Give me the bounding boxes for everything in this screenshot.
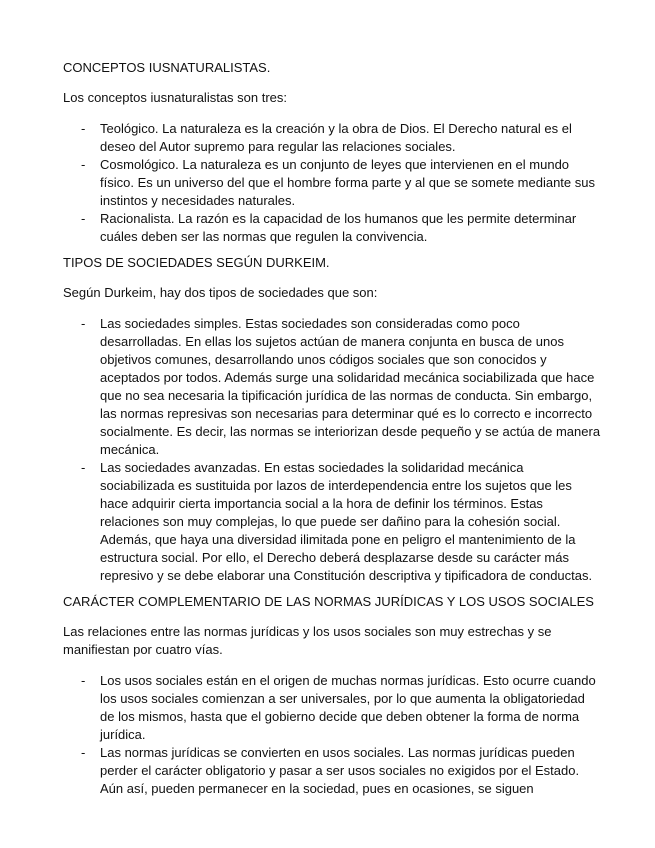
text-line: sociabilizada es sustituida por lazos de interdependencia entre los sujetos que les (100, 478, 572, 493)
text-line: perder el carácter obligatorio y pasar a ser usos sociales no exigidos por el Estado. (100, 763, 580, 778)
bullet-dash: - (81, 121, 86, 136)
text-line: desarrolladas. En ellas los sujetos actúan de manera conjunta en busca de unos (100, 334, 564, 349)
text-line: físico. Es un universo del que el hombre forma parte y al que se somete mediante sus (100, 175, 595, 190)
text-line: las normas represivas son necesarias para determinar qué es lo correcto e incorrecto (100, 406, 593, 421)
bullet-list (63, 672, 643, 798)
text-line: deseo del Autor supremo para regular las relaciones sociales. (100, 139, 456, 154)
list-item (63, 672, 643, 744)
section (63, 254, 643, 585)
text-line: los usos sociales comienzan a ser universales, por lo que aumenta la obligatoriedad (100, 691, 585, 706)
text-line: socialmente. Es decir, las normas se interiorizan desde pequeño y se actúa de manera (100, 424, 601, 439)
intro-paragraph (63, 89, 643, 107)
bullet-dash: - (81, 745, 86, 760)
bullet-dash: - (81, 673, 86, 688)
text-line: Las sociedades avanzadas. En estas sociedades la solidaridad mecánica (100, 460, 524, 475)
text-line: Racionalista. La razón es la capacidad de los humanos que les permite determinar (100, 211, 577, 226)
bullet-list (63, 120, 643, 246)
list-item (63, 315, 643, 459)
text-line: Aún así, pueden permanecer en la sociedad, pues en ocasiones, se siguen (100, 781, 534, 796)
text-line: instintos y necesidades naturales. (100, 193, 296, 208)
text-line: Según Durkeim, hay dos tipos de sociedades que son: (63, 285, 378, 300)
text-line: objetivos comunes, desarrollando unos códigos sociales que son conocidos y (100, 352, 547, 367)
section-heading: CARÁCTER COMPLEMENTARIO DE LAS NORMAS JURÍDICAS Y LOS USOS SOCIALES (63, 594, 594, 609)
bullet-dash: - (81, 211, 86, 226)
intro-paragraph (63, 623, 643, 659)
section (63, 59, 643, 246)
section (63, 593, 643, 798)
text-line: hace adquirir cierta importancia social a la hora de definir los términos. Estas (100, 496, 543, 511)
bullet-dash: - (81, 157, 86, 172)
list-item (63, 156, 643, 210)
text-line: Las sociedades simples. Estas sociedades son consideradas como poco (100, 316, 520, 331)
list-item (63, 744, 643, 798)
list-item (63, 120, 643, 156)
text-line: jurídica. (100, 727, 146, 742)
text-line: de los mismos, hasta que el gobierno decide que deben obtener la forma de norma (100, 709, 580, 724)
bullet-dash: - (81, 316, 86, 331)
text-line: manifiestan por cuatro vías. (63, 642, 223, 657)
section-heading: TIPOS DE SOCIEDADES SEGÚN DURKEIM. (63, 255, 330, 270)
text-line: cuáles deben ser las normas que regulen la convivencia. (100, 229, 428, 244)
document-page (63, 59, 643, 806)
text-line: Además, que haya una diversidad ilimitada pone en peligro el mantenimiento de la (100, 532, 576, 547)
text-line: Teológico. La naturaleza es la creación y la obra de Dios. El Derecho natural es el (100, 121, 572, 136)
text-line: aceptados por todos. Además surge una solidaridad mecánica sociabilizada que hace (100, 370, 595, 385)
text-line: Las normas jurídicas se convierten en usos sociales. Las normas jurídicas pueden (100, 745, 575, 760)
text-line: Las relaciones entre las normas jurídicas y los usos sociales son muy estrechas y se (63, 624, 552, 639)
bullet-dash: - (81, 460, 86, 475)
text-line: Los usos sociales están en el origen de muchas normas jurídicas. Esto ocurre cuando (100, 673, 596, 688)
list-item (63, 210, 643, 246)
text-line: que no sea necesaria la tipificación jurídica de las normas de conducta. Sin embargo, (100, 388, 593, 403)
text-line: mecánica. (100, 442, 160, 457)
section-heading: CONCEPTOS IUSNATURALISTAS. (63, 60, 271, 75)
list-item (63, 459, 643, 585)
text-line: represivo y se debe elaborar una Constitución descriptiva y tipificadora de conductas. (100, 568, 593, 583)
intro-paragraph (63, 284, 643, 302)
text-line: estructura social. Por ello, el Derecho deberá desplazarse desde su carácter más (100, 550, 569, 565)
text-line: Los conceptos iusnaturalistas son tres: (63, 90, 288, 105)
bullet-list (63, 315, 643, 585)
text-line: Cosmológico. La naturaleza es un conjunto de leyes que intervienen en el mundo (100, 157, 570, 172)
text-line: relaciones son muy complejas, lo que puede ser dañino para la cohesión social. (100, 514, 561, 529)
